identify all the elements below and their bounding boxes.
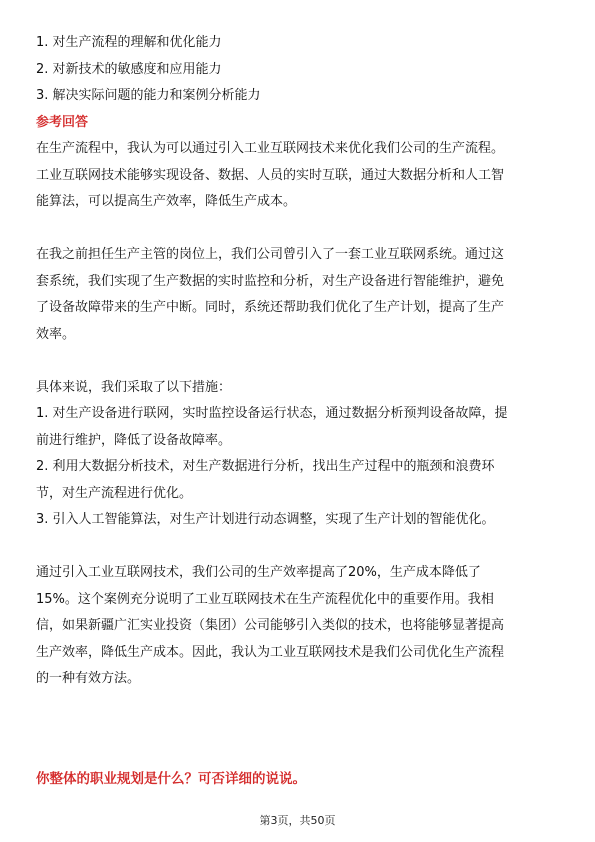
paragraph-line: 了设备故障带来的生产中断。同时，系统还帮助我们优化了生产计划，提高了生产 <box>36 300 505 315</box>
paragraph-line: 前进行维护，降低了设备故障率。 <box>36 432 232 448</box>
paragraph-line: 的一种有效方法。 <box>36 671 141 686</box>
paragraph-gap <box>36 216 560 243</box>
paragraph-line: 2. 利用大数据分析技术，对生产数据进行分析，找出生产过程中的瓶颈和浪费环 <box>36 459 495 474</box>
paragraph-line: 15%。这个案例充分说明了工业互联网技术在生产流程优化中的重要作用。我相 <box>36 591 494 607</box>
paragraph-line: 在生产流程中，我认为可以通过引入工业互联网技术来优化我们公司的生产流程。 <box>36 141 505 156</box>
paragraph-line: 具体来说，我们采取了以下措施： <box>36 379 232 395</box>
paragraph-line: 信，如果新疆广汇实业投资（集团）公司能够引入类似的技术，也将能够显著提高 <box>36 618 505 633</box>
paragraph-line: 效率。 <box>36 326 76 342</box>
list-item: 1. 对生产流程的理解和优化能力 <box>36 35 222 50</box>
paragraph-line: 工业互联网技术能够实现设备、数据、人员的实时互联，通过大数据分析和人工智 <box>36 167 505 183</box>
paragraph-line: 能算法，可以提高生产效率，降低生产成本。 <box>36 194 297 209</box>
document-content <box>36 30 560 693</box>
paragraph-line: 在我之前担任生产主管的岗位上，我们公司曾引入了一套工业互联网系统。通过这 <box>36 247 505 262</box>
paragraph-gap <box>36 534 560 561</box>
paragraph-gap <box>36 348 560 375</box>
list-item: 3. 解决实际问题的能力和案例分析能力 <box>36 88 261 103</box>
list-item: 2. 对新技术的敏感度和应用能力 <box>36 61 222 77</box>
paragraph-line: 节，对生产流程进行优化。 <box>36 485 193 501</box>
paragraph-line: 1. 对生产设备进行联网，实时监控设备运行状态，通过数据分析预判设备故障，提 <box>36 406 508 421</box>
paragraph-line: 3. 引入人工智能算法，对生产计划进行动态调整，实现了生产计划的智能优化。 <box>36 512 495 527</box>
paragraph-line: 通过引入工业互联网技术，我们公司的生产效率提高了20%，生产成本降低了 <box>36 565 481 580</box>
next-question: 你整体的职业规划是什么？可否详细的说说。 <box>36 771 306 787</box>
paragraph-line: 生产效率，降低生产成本。因此，我认为工业互联网技术是我们公司优化生产流程 <box>36 644 505 660</box>
paragraph-line: 套系统，我们实现了生产数据的实时监控和分析，对生产设备进行智能维护，避免 <box>36 273 505 289</box>
page-footer: 第3页，共50页 <box>259 814 336 827</box>
answer-heading: 参考回答 <box>36 114 89 130</box>
